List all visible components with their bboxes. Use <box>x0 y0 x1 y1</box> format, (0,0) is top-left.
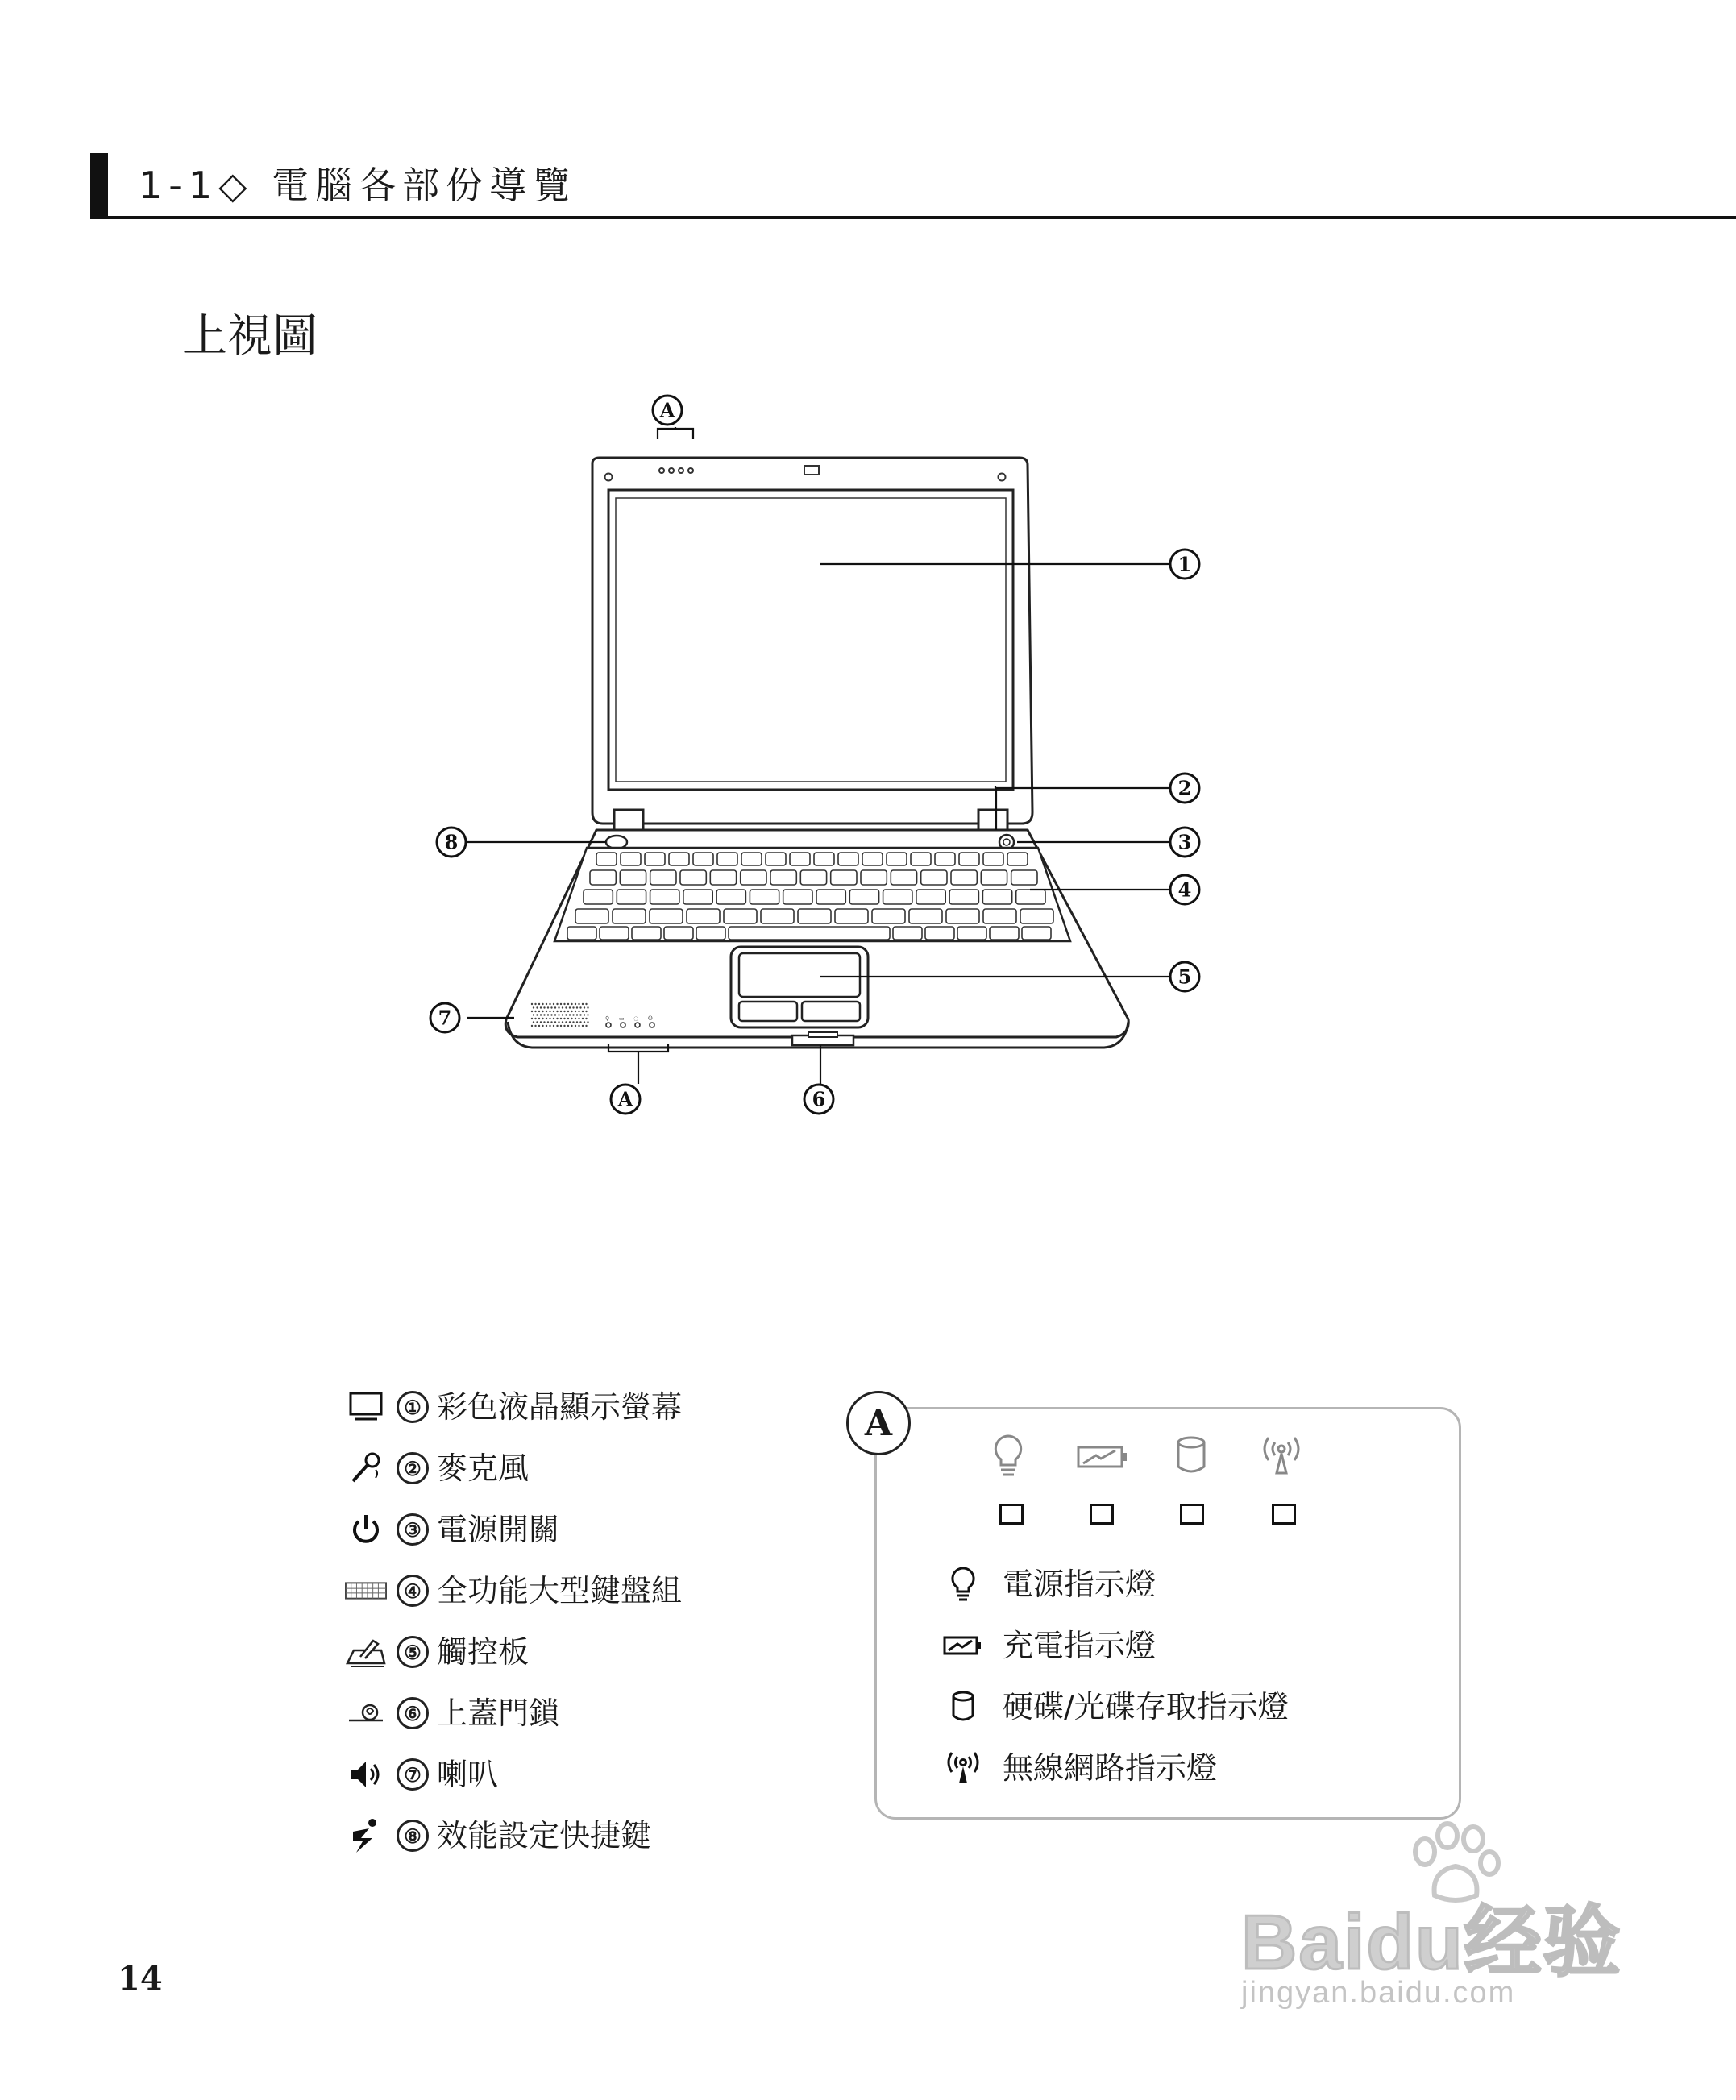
speaker-hole <box>582 1018 584 1019</box>
legend-number: ⑦ <box>397 1758 429 1791</box>
speaker-hole <box>571 1018 572 1019</box>
section-title: 上視圖 <box>182 310 318 363</box>
keyboard-key <box>831 870 857 885</box>
speaker-hole <box>565 1014 567 1015</box>
legend-label: 電源開關 <box>437 1512 560 1547</box>
speaker-hole <box>531 1025 533 1027</box>
callout-1: 1 <box>1177 552 1192 576</box>
keyboard-key <box>567 927 596 940</box>
battery-charge-icon <box>943 1625 983 1666</box>
legend-label: 觸控板 <box>437 1634 530 1670</box>
keyboard-key <box>575 909 608 923</box>
led-panel-badge: A <box>846 1391 911 1455</box>
keyboard-key <box>680 870 706 885</box>
keyboard-key <box>887 853 907 865</box>
speaker-hole <box>549 1018 550 1019</box>
speaker-hole <box>567 1025 569 1027</box>
speaker-hole <box>549 1025 550 1027</box>
speaker-hole <box>556 1025 558 1027</box>
keyboard-key <box>1016 890 1045 904</box>
speaker-hole <box>579 1021 581 1023</box>
speaker-hole <box>576 1021 578 1023</box>
speaker-hole <box>587 1014 588 1015</box>
speaker-hole <box>572 1006 574 1008</box>
speaker-hole <box>540 1006 542 1008</box>
speaker-hole <box>531 1003 533 1005</box>
led-legend-label: 硬碟/光碟存取指示燈 <box>1003 1689 1289 1724</box>
speaker-hole <box>549 1003 550 1005</box>
speaker-hole <box>558 1021 559 1023</box>
callout-5: 5 <box>1177 965 1192 989</box>
keyboard-key <box>949 890 978 904</box>
keyboard-key <box>687 909 720 923</box>
speaker-hole <box>587 1021 588 1023</box>
speaker-hole <box>554 1014 556 1015</box>
speaker-hole <box>546 1003 547 1005</box>
keyboard-key <box>717 853 737 865</box>
keyboard-key <box>982 890 1011 904</box>
speaker-hole <box>550 1021 552 1023</box>
callout-a-front: A <box>617 1087 633 1111</box>
led-legend-charge <box>943 1620 1156 1671</box>
speaker-hole <box>575 1003 576 1005</box>
speaker-hole <box>558 1014 559 1015</box>
keyboard-key <box>1011 870 1037 885</box>
speaker-hole <box>562 1021 563 1023</box>
header-rule <box>90 216 1736 219</box>
legend-item-touchpad <box>345 1626 529 1678</box>
speaker-hole <box>546 1025 547 1027</box>
speaker-hole <box>531 1018 533 1019</box>
speaker-hole <box>567 1011 569 1012</box>
led-power <box>999 1504 1024 1525</box>
speaker-hole <box>585 1025 587 1027</box>
speaker-hole <box>533 1006 534 1008</box>
keyboard-key <box>872 909 905 923</box>
keyboard-key <box>893 927 922 940</box>
speaker-hole <box>542 1025 543 1027</box>
keyboard-key <box>862 853 883 865</box>
speaker-hole <box>576 1006 578 1008</box>
keyboard-key <box>584 890 613 904</box>
callout-7: 7 <box>438 1006 452 1030</box>
led-legend-disk <box>943 1681 1289 1733</box>
spacebar-key <box>729 927 890 940</box>
speaker-hole <box>554 1006 556 1008</box>
keyboard-key <box>983 909 1016 923</box>
speaker-hole <box>536 1021 538 1023</box>
speaker-hole <box>534 1011 536 1012</box>
keyboard-key <box>990 927 1019 940</box>
speaker-hole <box>543 1014 545 1015</box>
speaker-hole <box>582 1011 584 1012</box>
legend-number: ② <box>397 1452 429 1484</box>
speaker-hole <box>556 1011 558 1012</box>
speaker-hole <box>536 1006 538 1008</box>
speaker-hole <box>536 1014 538 1015</box>
speaker-hole <box>538 1011 540 1012</box>
keyboard-key <box>816 890 845 904</box>
watermark-brand: Baidu经验 <box>1241 1899 1622 1986</box>
power-icon <box>345 1509 387 1550</box>
speaker-hole <box>538 1018 540 1019</box>
keyboard-key <box>1007 853 1028 865</box>
led-legend-wireless <box>943 1742 1217 1794</box>
legend-label: 全功能大型鍵盤組 <box>437 1573 683 1608</box>
keyboard-key <box>650 909 683 923</box>
keyboard-key <box>891 870 916 885</box>
speaker-hole <box>554 1021 556 1023</box>
svg-text:◌: ◌ <box>633 1015 639 1022</box>
speaker-hole <box>538 1003 540 1005</box>
speaker-hole <box>560 1025 562 1027</box>
keyboard-key <box>916 890 945 904</box>
keyboard-key <box>1020 909 1053 923</box>
speaker-hole <box>582 1003 584 1005</box>
speaker-hole <box>556 1003 558 1005</box>
keyboard-key <box>959 853 979 865</box>
keyboard-key <box>770 870 796 885</box>
keyboard-key <box>783 890 812 904</box>
speaker-hole <box>549 1011 550 1012</box>
callout-6: 6 <box>812 1087 826 1111</box>
led-wireless <box>1272 1504 1296 1525</box>
keyboard-key <box>669 853 689 865</box>
speaker-hole <box>579 1006 581 1008</box>
keyboard-key <box>683 890 712 904</box>
touchpad-icon <box>345 1631 387 1673</box>
keyboard-key <box>621 853 641 865</box>
keyboard-key <box>1022 927 1051 940</box>
wireless-icon <box>943 1748 983 1788</box>
led-legend-label: 電源指示燈 <box>1003 1567 1157 1602</box>
speaker-hole <box>550 1014 552 1015</box>
keyboard-key <box>951 870 977 885</box>
speaker-hole <box>584 1014 585 1015</box>
speaker-hole <box>542 1003 543 1005</box>
keyboard-key <box>983 853 1003 865</box>
legend-number: ⑧ <box>397 1820 429 1852</box>
led-legend-label: 無線網路指示燈 <box>1003 1750 1218 1786</box>
microphone-icon <box>345 1447 387 1489</box>
keyboard-key <box>645 853 665 865</box>
keyboard-key <box>716 890 745 904</box>
legend-number: ⑤ <box>397 1636 429 1668</box>
legend-label: 效能設定快捷鍵 <box>437 1818 652 1853</box>
speaker-hole <box>587 1006 588 1008</box>
speaker-hole <box>585 1011 587 1012</box>
speaker-hole <box>550 1006 552 1008</box>
baidu-watermark <box>1241 1821 1660 2015</box>
speaker-hole <box>569 1014 571 1015</box>
power-bulb-icon <box>943 1564 983 1604</box>
keyboard-key <box>750 890 779 904</box>
speaker-hole <box>585 1003 587 1005</box>
keyboard-key <box>617 890 646 904</box>
speaker-hole <box>584 1021 585 1023</box>
keyboard-key <box>798 909 831 923</box>
speaker-hole <box>542 1018 543 1019</box>
speaker-hole <box>531 1011 533 1012</box>
battery-charge-icon <box>1077 1441 1128 1476</box>
speaker-hole <box>543 1021 545 1023</box>
speaker-hole <box>576 1014 578 1015</box>
keyboard-key <box>613 909 646 923</box>
legend-number: ④ <box>397 1575 429 1607</box>
speaker-hole <box>563 1011 565 1012</box>
legend-item-keyboard <box>345 1565 682 1617</box>
speaker-hole <box>562 1006 563 1008</box>
performance-hotkey-icon <box>345 1815 387 1857</box>
speaker-hole <box>560 1003 562 1005</box>
callout-8: 8 <box>444 830 459 854</box>
keyboard-key <box>620 870 646 885</box>
legend-label: 喇叭 <box>437 1757 499 1792</box>
legend-number: ③ <box>397 1513 429 1546</box>
watermark-url: jingyan.baidu.com <box>1241 1976 1516 2010</box>
keyboard-key <box>724 909 757 923</box>
speaker-hole <box>578 1011 579 1012</box>
speaker-hole <box>547 1021 549 1023</box>
keyboard-icon <box>345 1570 387 1612</box>
speaker-hole <box>569 1021 571 1023</box>
keyboard-key <box>693 853 713 865</box>
speaker-hole <box>571 1025 572 1027</box>
speaker-hole <box>533 1021 534 1023</box>
speaker-hole <box>560 1018 562 1019</box>
keyboard-key <box>925 927 954 940</box>
speaker-hole <box>563 1018 565 1019</box>
speaker-hole <box>540 1014 542 1015</box>
led-legend-power <box>943 1558 1156 1610</box>
speaker-hole <box>575 1011 576 1012</box>
speaker-hole <box>562 1014 563 1015</box>
speaker-hole <box>575 1018 576 1019</box>
legend-item-performance-hotkey <box>345 1810 651 1861</box>
lid-latch-icon <box>345 1692 387 1734</box>
speaker-hole <box>567 1003 569 1005</box>
speaker-hole <box>543 1006 545 1008</box>
callout-a-top: A <box>659 398 675 422</box>
speaker-hole <box>565 1021 567 1023</box>
keyboard-key <box>814 853 834 865</box>
speaker-hole <box>563 1025 565 1027</box>
speaker-hole <box>572 1014 574 1015</box>
led-charge <box>1090 1504 1114 1525</box>
speaker-hole <box>582 1025 584 1027</box>
keyboard-key <box>909 909 942 923</box>
wireless-icon <box>1259 1433 1304 1483</box>
svg-text:▭: ▭ <box>619 1015 625 1022</box>
keyboard-key <box>696 927 725 940</box>
speaker-hole <box>553 1025 554 1027</box>
speaker-hole <box>558 1006 559 1008</box>
speaker-hole <box>546 1011 547 1012</box>
legend-number: ① <box>397 1391 429 1423</box>
keyboard-key <box>921 870 947 885</box>
speaker-hole <box>585 1018 587 1019</box>
led-legend-label: 充電指示燈 <box>1003 1628 1157 1663</box>
speaker-hole <box>546 1018 547 1019</box>
disk-icon <box>943 1687 983 1727</box>
keyboard-key <box>935 853 955 865</box>
keyboard-key <box>650 890 679 904</box>
keyboard-key <box>741 853 762 865</box>
speaker-hole <box>578 1003 579 1005</box>
svg-text:♀: ♀ <box>605 1015 610 1022</box>
speaker-hole <box>578 1025 579 1027</box>
speaker-hole <box>534 1025 536 1027</box>
speaker-hole <box>547 1014 549 1015</box>
legend-item-microphone <box>345 1442 529 1494</box>
keyboard-key <box>596 853 617 865</box>
legend-label: 彩色液晶顯示螢幕 <box>437 1389 683 1425</box>
speaker-hole <box>578 1018 579 1019</box>
keyboard-key <box>800 870 826 885</box>
speaker-hole <box>560 1011 562 1012</box>
chapter-header-title: 1-1◇ 電腦各部份導覽 <box>139 164 577 207</box>
keyboard-key <box>766 853 786 865</box>
speaker-hole <box>579 1014 581 1015</box>
keyboard-key <box>835 909 868 923</box>
monitor-icon <box>345 1386 387 1428</box>
speaker-hole <box>547 1006 549 1008</box>
legend-item-display <box>345 1381 682 1433</box>
speaker-hole <box>584 1006 585 1008</box>
callout-2: 2 <box>1177 776 1192 800</box>
svg-text:ʘ: ʘ <box>648 1015 653 1022</box>
speaker-hole <box>563 1003 565 1005</box>
disk-icon <box>1173 1434 1209 1480</box>
speaker-hole <box>553 1018 554 1019</box>
keyboard-key <box>664 927 693 940</box>
led-disk <box>1180 1504 1204 1525</box>
keyboard-key <box>957 927 986 940</box>
legend-item-power <box>345 1504 559 1555</box>
speaker-hole <box>575 1025 576 1027</box>
keyboard-key <box>710 870 736 885</box>
callout-3: 3 <box>1177 830 1192 854</box>
keyboard-key <box>838 853 858 865</box>
keyboard-key <box>590 870 616 885</box>
legend-number: ⑥ <box>397 1697 429 1729</box>
header-bar <box>90 153 108 219</box>
speaker-hole <box>567 1018 569 1019</box>
speaker-hole <box>569 1006 571 1008</box>
speaker-hole <box>565 1006 567 1008</box>
speaker-hole <box>571 1003 572 1005</box>
legend-label: 麥克風 <box>437 1450 530 1486</box>
page-number: 14 <box>118 1960 163 1998</box>
keyboard-key <box>741 870 766 885</box>
speaker-hole <box>553 1011 554 1012</box>
legend-item-lid-latch <box>345 1687 559 1739</box>
keyboard-key <box>849 890 878 904</box>
speaker-hole <box>572 1021 574 1023</box>
speaker-hole <box>538 1025 540 1027</box>
speaker-hole <box>540 1021 542 1023</box>
speaker-hole <box>533 1014 534 1015</box>
speaker-hole <box>571 1011 572 1012</box>
callout-4: 4 <box>1177 878 1192 902</box>
speaker-hole <box>534 1018 536 1019</box>
keyboard-key <box>600 927 629 940</box>
keyboard-key <box>790 853 810 865</box>
keyboard-key <box>981 870 1007 885</box>
keyboard-key <box>632 927 661 940</box>
speaker-icon <box>345 1753 387 1795</box>
speaker-hole <box>542 1011 543 1012</box>
speaker-hole <box>534 1003 536 1005</box>
speaker-hole <box>556 1018 558 1019</box>
keyboard-key <box>650 870 676 885</box>
keyboard-key <box>883 890 912 904</box>
keyboard-key <box>946 909 979 923</box>
keyboard-key <box>861 870 887 885</box>
legend-label: 上蓋門鎖 <box>437 1695 560 1731</box>
power-bulb-icon <box>988 1433 1028 1483</box>
keyboard-key <box>761 909 794 923</box>
legend-item-speaker <box>345 1749 498 1800</box>
laptop-top-view-diagram <box>403 379 1257 1152</box>
speaker-hole <box>553 1003 554 1005</box>
keyboard-key <box>911 853 931 865</box>
